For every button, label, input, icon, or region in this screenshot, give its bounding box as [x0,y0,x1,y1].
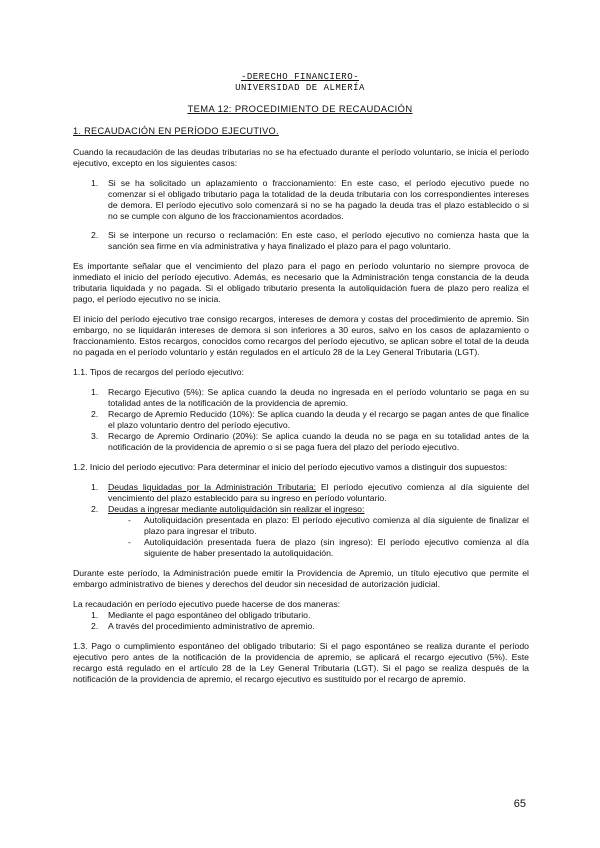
list-item: - Autoliquidación presentada fuera de plazo (sin ingreso): El período ejecutivo comienza al día siguiente de haber presentado la autoliquidación. [128,537,529,558]
section-1-3-paragraph: 1.3. Pago o cumplimiento espontáneo del obligado tributario: Si el pago espontáneo se realiza durante el período ejecutivo pero antes de la notificación de la providencia de apremio, se aplicará el recargo ejecutivo (5%). Este recargo está regulado en el artículo 28 de la Ley General Tributaria (LGT). Si el pago se realiza después de la notificación de la providencia de apremio, el recargo ejecutivo es sustituido por el recargo de apremio. [73,641,529,684]
section-1-2-intro: 1.2. Inicio del período ejecutivo: Para determinar el inicio del período ejecutivo vamos a distinguir dos supuestos: [73,462,508,472]
list-item: 2. A través del procedimiento administrativo de apremio. [91,621,315,631]
maneras-list [73,610,529,632]
list-item: 2. Recargo de Apremio Reducido (10%): Se aplica cuando la deuda y el recargo se pagan antes de que finalice el plazo voluntario dentro del período ejecutivo. [91,409,529,430]
list-item: 3. Recargo de Apremio Ordinario (20%): Se aplica cuando la deuda no se paga en su totalidad antes de la notificación de la providencia de apremio o si se paga fuera del plazo del período ejecutivo. [91,431,529,452]
section-1-intro: Cuando la recaudación de las deudas tributarias no se ha efectuado durante el período voluntario, se inicia el período ejecutivo, excepto en los siguientes casos: [73,147,529,168]
document-header [0,72,600,94]
section-1-1-heading: 1.1. Tipos de recargos del período ejecutivo: [73,367,244,377]
topic-title: TEMA 12: PROCEDIMIENTO DE RECAUDACIÓN [187,103,413,114]
list-item: - Autoliquidación presentada en plazo: El período ejecutivo comienza al día siguiente de finalizar el plazo para ingresar el tributo. [128,515,529,536]
list-item: 2. Si se interpone un recurso o reclamación: En este caso, el período ejecutivo no comienza hasta que la sanción sea firme en vía administrativa y haya finalizado el plazo para el pago voluntario. [91,230,529,251]
autoliquidacion-sublist [108,515,529,559]
list-item: 1. Deudas liquidadas por la Administración Tributaria: El período ejecutivo comienza al día siguiente del vencimiento del plazo establecido para su ingreso en período voluntario. [91,482,529,503]
section-1-heading: 1. RECAUDACIÓN EN PERÍODO EJECUTIVO. [73,126,279,136]
list-item: 2. Deudas a ingresar mediante autoliquidación sin realizar el ingreso: - Autoliquidación presentada en plazo: El período ejecutivo comienza al día siguiente de finalizar el plazo para ingresar el tributo. - Autoliquidación presentada fuera de plazo (sin ingreso): El período ejecutivo comienza al día siguiente de haber presentado la autoliquidación. [91,504,529,558]
paragraph-inicio: El inicio del período ejecutivo trae consigo recargos, intereses de demora y costas del procedimiento de apremio. Sin embargo, no se liquidarán intereses de demora si son inferiores a 30 euros, salvo en los casos de aplazamiento o fraccionamiento. Estos recargos, conocidos como recargos del período ejecutivo, se aplican sobre el total de la deuda no pagada en el período voluntario y están regulados en el artículo 28 de la Ley General Tributaria (LGT). [73,314,529,357]
course-title: -DERECHO FINANCIERO- [240,72,360,82]
exception-cases-list [73,178,529,252]
document-body [73,126,529,694]
list-item: 1. Si se ha solicitado un aplazamiento o fraccionamiento: En este caso, el período ejecutivo puede no comenzar si el obligado tributario paga la totalidad de la deuda tributaria con los correspondientes intereses de demora. El período ejecutivo solo comenzará si no se ha pagado la deuda tras el plazo establecido o si no se cumple con alguno de los fraccionamientos acordados. [91,178,529,221]
paragraph-durante: Durante este período, la Administración puede emitir la Providencia de Apremio, un título ejecutivo que permite el embargo administrativo de bienes y derechos del deudor sin necesidad de autorización judicial. [73,568,529,589]
page-number: 65 [513,798,526,810]
list-item: 1. Mediante el pago espontáneo del obligado tributario. [91,610,311,620]
supuestos-list [73,482,529,559]
paragraph-maneras: La recaudación en período ejecutivo puede hacerse de dos maneras: [73,599,341,609]
paragraph-importante: Es importante señalar que el vencimiento del plazo para el pago en período voluntario no siempre provoca de inmediato el inicio del período ejecutivo. Además, es necesario que la Administración tenga constancia de la deuda tributaria liquidada y no pagada. Si el obligado tributario presenta la autoliquidación fuera de plazo pero realiza el pago, el período ejecutivo no se inicia. [73,261,529,304]
supuesto-label: Deudas a ingresar mediante autoliquidación sin realizar el ingreso: [108,504,365,514]
list-item: 1. Recargo Ejecutivo (5%): Se aplica cuando la deuda no ingresada en el período voluntario se paga en su totalidad antes de la notificación de la providencia de apremio. [91,387,529,408]
supuesto-label: Deudas liquidadas por la Administración Tributaria: [108,482,316,492]
university-name: UNIVERSIDAD DE ALMERÍA [235,83,365,93]
recargos-list [73,387,529,453]
